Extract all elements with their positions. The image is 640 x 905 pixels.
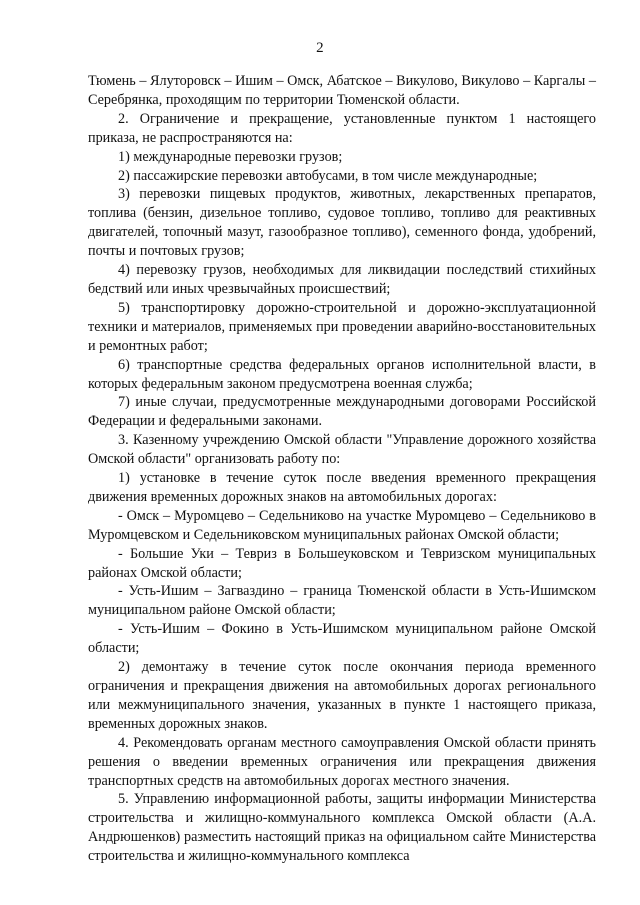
list-item: 4) перевозку грузов, необходимых для ликвидации последствий стихийных бедствий или иных чрезвычайных происшествий;	[88, 262, 596, 297]
page-number: 2	[316, 40, 324, 56]
paragraph-continuation: Тюмень – Ялуторовск – Ишим – Омск, Абатское – Викулово, Викулово – Каргалы – Серебрянка, проходящим по территории Тюменской области.	[88, 73, 596, 108]
list-item: 1) международные перевозки грузов;	[118, 148, 343, 165]
paragraph-item-5: 5. Управлению информационной работы, защиты информации Министерства строительства и жилищно-коммунального комплекса Омской области (А.А. Андрюшенков) разместить настоящий приказ на официальном сайте Министерства строительства и жилищно-коммунального комплекса	[88, 791, 596, 865]
list-item: 2) пассажирские перевозки автобусами, в том числе международные;	[118, 167, 538, 184]
list-item: 6) транспортные средства федеральных органов исполнительной власти, в которых федеральным законом предусмотрена военная служба;	[88, 356, 596, 392]
list-item: 5) транспортировку дорожно-строительной и дорожно-эксплуатационной техники и материалов, применяемых при проведении аварийно-восстановительных и ремонтных работ;	[88, 299, 596, 354]
road-list-item: - Большие Уки – Тевриз в Большеуковском и Тевризском муниципальных районах Омской области;	[88, 545, 596, 581]
road-list-item: - Усть-Ишим – Загваздино – граница Тюменской области в Усть-Ишимском муниципальном районе Омской области;	[88, 583, 596, 619]
list-item: 1) установке в течение суток после введения временного прекращения движения временных дорожных знаков на автомобильных дорогах:	[88, 470, 596, 505]
list-item: 7) иные случаи, предусмотренные международными договорами Российской Федерации и федеральными законами.	[88, 394, 596, 430]
document-body	[88, 72, 596, 866]
list-item: 2) демонтажу в течение суток после окончания периода временного ограничения и прекращения движения на автомобильных дорогах регионального или межмуниципального значения, указанных в пункте 1 настоящего приказа, временных дорожных знаков.	[88, 659, 596, 732]
paragraph-item-4: 4. Рекомендовать органам местного самоуправления Омской области принять решения о введении временных ограничения или прекращения движения транспортных средств на автомобильных дорогах местного значения.	[88, 734, 596, 789]
road-list-item: - Усть-Ишим – Фокино в Усть-Ишимском муниципальном районе Омской области;	[88, 621, 596, 657]
paragraph-item-3: 3. Казенному учреждению Омской области "Управление дорожного хозяйства Омской области" организовать работу по:	[88, 432, 596, 468]
paragraph-item-2: 2. Ограничение и прекращение, установленные пунктом 1 настоящего приказа, не распространяются на:	[88, 110, 596, 146]
road-list-item: - Омск – Муромцево – Седельниково на участке Муромцево – Седельниково в Муромцевском и Седельниковском муниципальных районах Омской области;	[88, 507, 596, 543]
list-item: 3) перевозки пищевых продуктов, животных, лекарственных препаратов, топлива (бензин, дизельное топливо, судовое топливо, топливо для реактивных двигателей, топочный мазут, газообразное топливо), семенного фонда, удобрений, почты и почтовых грузов;	[88, 186, 596, 260]
